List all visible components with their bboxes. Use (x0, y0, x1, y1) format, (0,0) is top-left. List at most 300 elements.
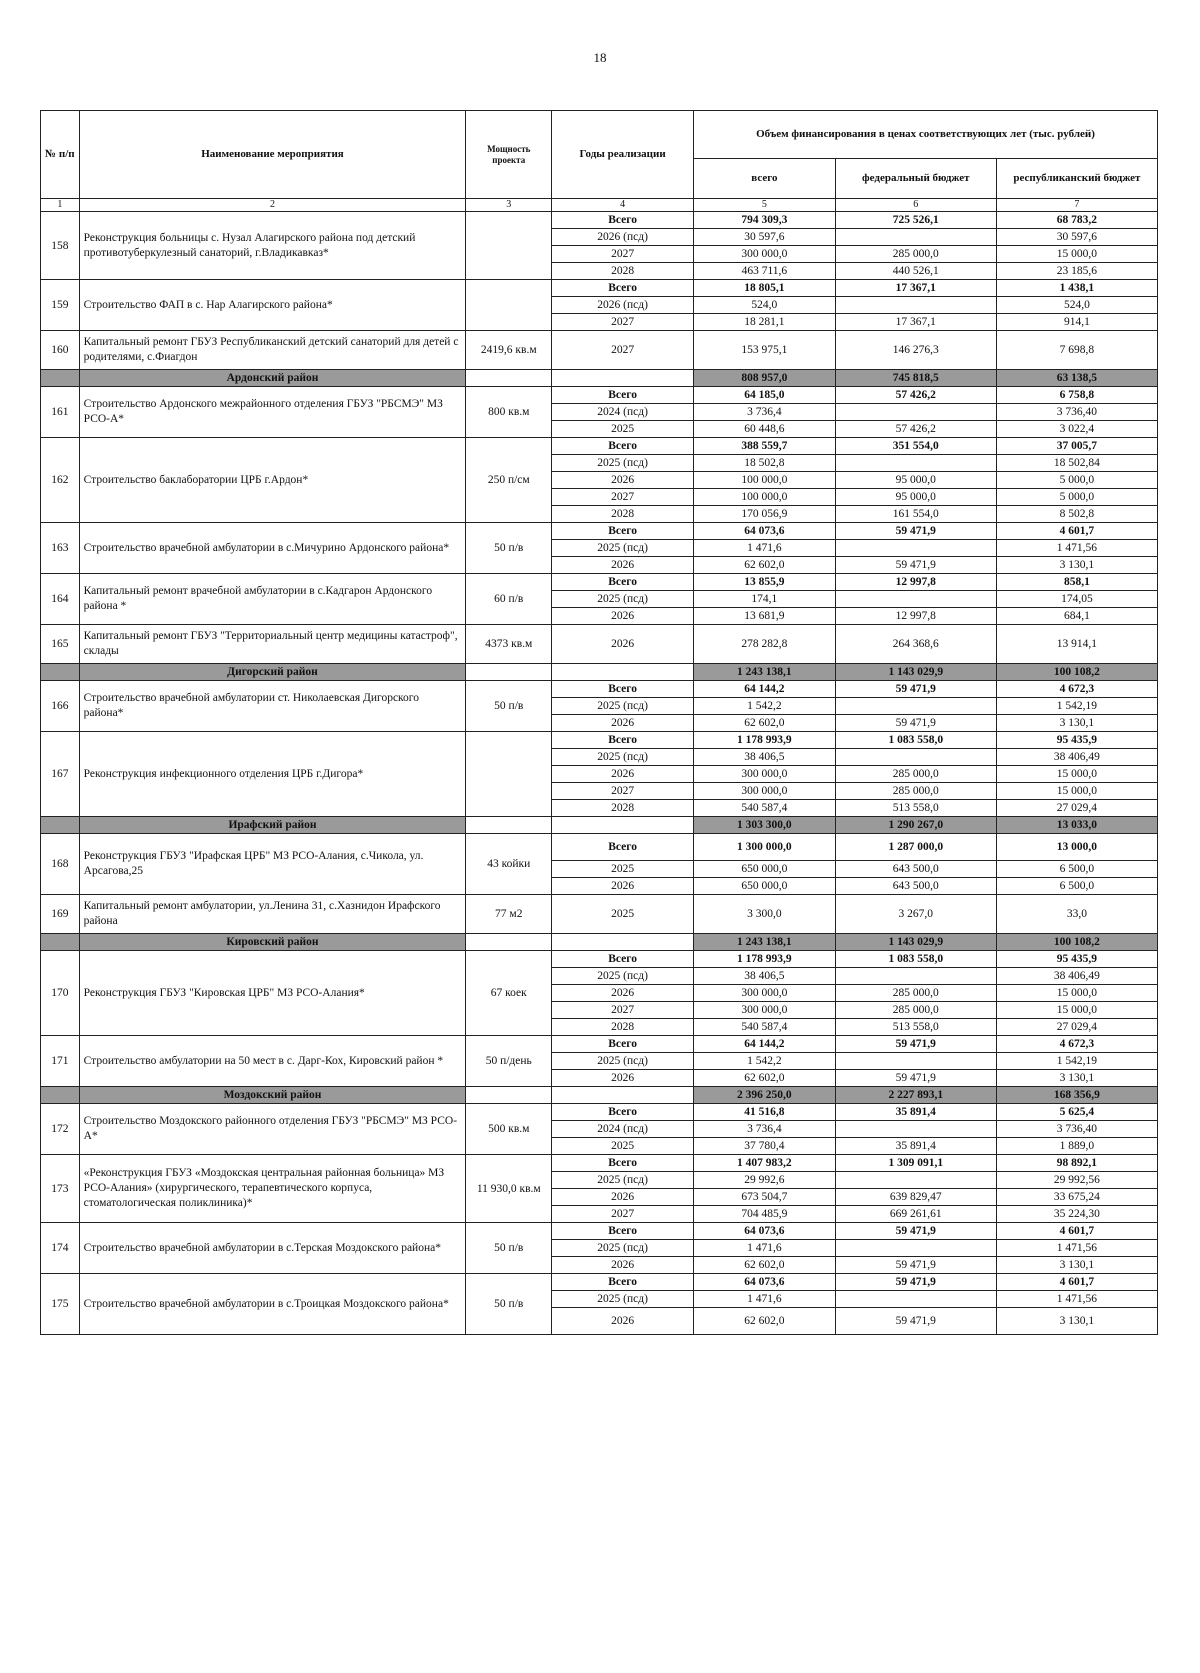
funding-republic: 95 435,9 (996, 732, 1157, 749)
funding-republic: 38 406,49 (996, 968, 1157, 985)
implementation-year: 2027 (552, 1206, 694, 1223)
district-total: 1 243 138,1 (693, 664, 835, 681)
district-name: Моздокский район (79, 1087, 466, 1104)
funding-republic: 98 892,1 (996, 1155, 1157, 1172)
funding-total: 1 471,6 (693, 1240, 835, 1257)
project-number: 167 (41, 732, 80, 817)
project-name: Реконструкция больницы с. Нузал Алагирского района под детский противотуберкулезный санаторий, г.Владикавказ* (79, 212, 466, 280)
funding-republic: 3 130,1 (996, 1308, 1157, 1335)
implementation-year: 2025 (псд) (552, 749, 694, 766)
table-row (41, 1274, 1158, 1291)
funding-total: 62 602,0 (693, 715, 835, 732)
funding-federal: 285 000,0 (835, 766, 996, 783)
header-capacity: Мощность проекта (466, 111, 552, 199)
implementation-year: Всего (552, 1223, 694, 1240)
implementation-year: Всего (552, 212, 694, 229)
district-row (41, 1087, 1158, 1104)
funding-republic: 1 542,19 (996, 1053, 1157, 1070)
project-name: Строительство амбулатории на 50 мест в с. Дарг-Кох, Кировский район * (79, 1036, 466, 1087)
implementation-year: 2027 (552, 489, 694, 506)
funding-federal: 513 558,0 (835, 1019, 996, 1036)
funding-total: 64 073,6 (693, 523, 835, 540)
funding-federal (835, 591, 996, 608)
project-capacity (466, 732, 552, 817)
funding-republic: 4 601,7 (996, 1274, 1157, 1291)
district-republic: 13 033,0 (996, 817, 1157, 834)
implementation-year: 2024 (псд) (552, 404, 694, 421)
funding-total: 62 602,0 (693, 1308, 835, 1335)
funding-total: 64 185,0 (693, 387, 835, 404)
funding-federal: 643 500,0 (835, 878, 996, 895)
district-federal: 1 143 029,9 (835, 934, 996, 951)
funding-total: 64 144,2 (693, 681, 835, 698)
table-row (41, 681, 1158, 698)
table-row (41, 212, 1158, 229)
funding-total: 3 736,4 (693, 1121, 835, 1138)
project-number: 164 (41, 574, 80, 625)
project-capacity: 50 п/в (466, 1274, 552, 1335)
funding-republic: 33,0 (996, 895, 1157, 934)
funding-federal (835, 1291, 996, 1308)
implementation-year: 2026 (552, 472, 694, 489)
funding-republic: 1 542,19 (996, 698, 1157, 715)
funding-republic: 18 502,84 (996, 455, 1157, 472)
district-name: Ирафский район (79, 817, 466, 834)
funding-federal: 639 829,47 (835, 1189, 996, 1206)
funding-republic: 6 758,8 (996, 387, 1157, 404)
header-name: Наименование мероприятия (79, 111, 466, 199)
table-row (41, 1104, 1158, 1121)
table-row (41, 438, 1158, 455)
district-federal: 1 290 267,0 (835, 817, 996, 834)
implementation-year: 2026 (552, 1070, 694, 1087)
implementation-year: 2025 (552, 1138, 694, 1155)
funding-total: 60 448,6 (693, 421, 835, 438)
funding-federal: 59 471,9 (835, 1308, 996, 1335)
project-number: 170 (41, 951, 80, 1036)
project-number: 160 (41, 331, 80, 370)
project-number: 159 (41, 280, 80, 331)
funding-republic: 95 435,9 (996, 951, 1157, 968)
project-number: 171 (41, 1036, 80, 1087)
implementation-year: 2024 (псд) (552, 1121, 694, 1138)
district-total: 1 243 138,1 (693, 934, 835, 951)
funding-republic: 3 130,1 (996, 557, 1157, 574)
funding-federal (835, 968, 996, 985)
implementation-year: 2028 (552, 506, 694, 523)
table-row (41, 1036, 1158, 1053)
header-num: № п/п (41, 111, 80, 199)
funding-republic: 68 783,2 (996, 212, 1157, 229)
district-num-cell (41, 934, 80, 951)
funding-republic: 4 672,3 (996, 1036, 1157, 1053)
project-capacity: 800 кв.м (466, 387, 552, 438)
project-name: Строительство ФАП в с. Нар Алагирского района* (79, 280, 466, 331)
project-number: 169 (41, 895, 80, 934)
project-number: 175 (41, 1274, 80, 1335)
funding-republic: 914,1 (996, 314, 1157, 331)
implementation-year: 2026 (552, 985, 694, 1002)
implementation-year: 2026 (552, 878, 694, 895)
header-republic: республиканский бюджет (996, 159, 1157, 199)
project-capacity: 67 коек (466, 951, 552, 1036)
funding-total: 1 178 993,9 (693, 951, 835, 968)
funding-total: 540 587,4 (693, 1019, 835, 1036)
funding-federal (835, 297, 996, 314)
project-number: 161 (41, 387, 80, 438)
implementation-year: 2025 (псд) (552, 968, 694, 985)
funding-total: 13 855,9 (693, 574, 835, 591)
funding-federal: 1 287 000,0 (835, 834, 996, 861)
implementation-year: 2027 (552, 783, 694, 800)
funding-federal (835, 229, 996, 246)
district-year-cell (552, 934, 694, 951)
project-capacity: 2419,6 кв.м (466, 331, 552, 370)
funding-republic: 27 029,4 (996, 1019, 1157, 1036)
funding-republic: 30 597,6 (996, 229, 1157, 246)
project-capacity: 50 п/в (466, 681, 552, 732)
project-capacity: 60 п/в (466, 574, 552, 625)
table-row (41, 625, 1158, 664)
district-row (41, 817, 1158, 834)
funding-total: 794 309,3 (693, 212, 835, 229)
project-capacity (466, 280, 552, 331)
project-capacity: 50 п/в (466, 1223, 552, 1274)
district-capacity-cell (466, 817, 552, 834)
funding-federal: 35 891,4 (835, 1104, 996, 1121)
project-name: Капитальный ремонт ГБУЗ "Территориальный центр медицины катастроф", склады (79, 625, 466, 664)
funding-republic: 15 000,0 (996, 246, 1157, 263)
implementation-year: Всего (552, 438, 694, 455)
funding-federal: 95 000,0 (835, 489, 996, 506)
funding-federal (835, 455, 996, 472)
funding-republic: 4 672,3 (996, 681, 1157, 698)
funding-total: 64 073,6 (693, 1274, 835, 1291)
funding-republic: 6 500,0 (996, 861, 1157, 878)
funding-total: 18 805,1 (693, 280, 835, 297)
funding-federal: 351 554,0 (835, 438, 996, 455)
implementation-year: Всего (552, 574, 694, 591)
funding-federal: 3 267,0 (835, 895, 996, 934)
funding-federal: 161 554,0 (835, 506, 996, 523)
district-federal: 745 818,5 (835, 370, 996, 387)
column-number: 6 (835, 199, 996, 212)
funding-federal: 440 526,1 (835, 263, 996, 280)
funding-federal: 285 000,0 (835, 985, 996, 1002)
page-number: 18 (593, 50, 607, 65)
table-row (41, 1155, 1158, 1172)
implementation-year: Всего (552, 387, 694, 404)
implementation-year: 2025 (552, 861, 694, 878)
table-row (41, 387, 1158, 404)
project-name: «Реконструкция ГБУЗ «Моздокская центральная районная больница» МЗ РСО-Алания» (хирургического, терапевтического корпуса, стоматологическая поликлиника)* (79, 1155, 466, 1223)
funding-federal (835, 749, 996, 766)
project-number: 165 (41, 625, 80, 664)
district-num-cell (41, 817, 80, 834)
funding-republic: 174,05 (996, 591, 1157, 608)
district-num-cell (41, 370, 80, 387)
funding-federal: 725 526,1 (835, 212, 996, 229)
funding-total: 1 178 993,9 (693, 732, 835, 749)
funding-total: 100 000,0 (693, 489, 835, 506)
funding-republic: 38 406,49 (996, 749, 1157, 766)
implementation-year: 2026 (552, 1189, 694, 1206)
implementation-year: 2027 (552, 1002, 694, 1019)
project-name: Строительство Ардонского межрайонного отделения ГБУЗ "РБСМЭ" МЗ РСО-А* (79, 387, 466, 438)
column-number: 3 (466, 199, 552, 212)
funding-federal: 669 261,61 (835, 1206, 996, 1223)
funding-total: 650 000,0 (693, 878, 835, 895)
funding-federal: 59 471,9 (835, 1036, 996, 1053)
project-capacity: 4373 кв.м (466, 625, 552, 664)
funding-federal (835, 1172, 996, 1189)
implementation-year: Всего (552, 951, 694, 968)
funding-federal (835, 404, 996, 421)
funding-federal: 59 471,9 (835, 523, 996, 540)
district-name: Кировский район (79, 934, 466, 951)
project-capacity: 250 п/см (466, 438, 552, 523)
funding-total: 62 602,0 (693, 557, 835, 574)
funding-republic: 1 889,0 (996, 1138, 1157, 1155)
header-total: всего (693, 159, 835, 199)
project-capacity: 43 койки (466, 834, 552, 895)
implementation-year: Всего (552, 732, 694, 749)
funding-total: 1 471,6 (693, 540, 835, 557)
funding-federal: 59 471,9 (835, 1070, 996, 1087)
financing-table (40, 110, 1158, 1335)
district-capacity-cell (466, 934, 552, 951)
district-total: 1 303 300,0 (693, 817, 835, 834)
project-number: 158 (41, 212, 80, 280)
implementation-year: 2028 (552, 1019, 694, 1036)
funding-federal (835, 1240, 996, 1257)
funding-total: 278 282,8 (693, 625, 835, 664)
project-capacity: 77 м2 (466, 895, 552, 934)
district-total: 2 396 250,0 (693, 1087, 835, 1104)
project-capacity (466, 212, 552, 280)
funding-total: 62 602,0 (693, 1070, 835, 1087)
funding-republic: 1 471,56 (996, 540, 1157, 557)
implementation-year: 2028 (552, 800, 694, 817)
project-number: 166 (41, 681, 80, 732)
funding-republic: 15 000,0 (996, 985, 1157, 1002)
funding-total: 1 542,2 (693, 698, 835, 715)
implementation-year: 2025 (552, 895, 694, 934)
funding-total: 704 485,9 (693, 1206, 835, 1223)
project-capacity: 50 п/в (466, 523, 552, 574)
funding-republic: 23 185,6 (996, 263, 1157, 280)
funding-federal: 513 558,0 (835, 800, 996, 817)
table-row (41, 895, 1158, 934)
project-name: Строительство врачебной амбулатории в с.Терская Моздокского района* (79, 1223, 466, 1274)
column-number: 4 (552, 199, 694, 212)
project-name: Строительство врачебной амбулатории ст. Николаевская Дигорского района* (79, 681, 466, 732)
funding-federal: 285 000,0 (835, 246, 996, 263)
funding-republic: 524,0 (996, 297, 1157, 314)
funding-federal: 17 367,1 (835, 280, 996, 297)
funding-federal: 17 367,1 (835, 314, 996, 331)
funding-republic: 3 736,40 (996, 404, 1157, 421)
funding-republic: 3 022,4 (996, 421, 1157, 438)
implementation-year: Всего (552, 523, 694, 540)
implementation-year: 2026 (552, 1308, 694, 1335)
table-row (41, 834, 1158, 861)
district-total: 808 957,0 (693, 370, 835, 387)
funding-total: 300 000,0 (693, 246, 835, 263)
funding-total: 64 073,6 (693, 1223, 835, 1240)
funding-federal (835, 1121, 996, 1138)
funding-total: 18 502,8 (693, 455, 835, 472)
implementation-year: 2025 (псд) (552, 1240, 694, 1257)
funding-total: 170 056,9 (693, 506, 835, 523)
funding-total: 18 281,1 (693, 314, 835, 331)
funding-total: 38 406,5 (693, 749, 835, 766)
funding-federal: 35 891,4 (835, 1138, 996, 1155)
project-name: Реконструкция инфекционного отделения ЦРБ г.Дигора* (79, 732, 466, 817)
column-number: 2 (79, 199, 466, 212)
funding-total: 64 144,2 (693, 1036, 835, 1053)
funding-total: 673 504,7 (693, 1189, 835, 1206)
project-name: Строительство Моздокского районного отделения ГБУЗ "РБСМЭ" МЗ РСО-А* (79, 1104, 466, 1155)
funding-republic: 1 438,1 (996, 280, 1157, 297)
implementation-year: 2028 (552, 263, 694, 280)
funding-federal: 57 426,2 (835, 421, 996, 438)
project-name: Строительство врачебной амбулатории в с.Мичурино Ардонского района* (79, 523, 466, 574)
header-years: Годы реализации (552, 111, 694, 199)
implementation-year: 2025 (псд) (552, 591, 694, 608)
funding-federal: 59 471,9 (835, 681, 996, 698)
funding-federal: 285 000,0 (835, 1002, 996, 1019)
funding-federal: 95 000,0 (835, 472, 996, 489)
funding-total: 300 000,0 (693, 783, 835, 800)
implementation-year: 2026 (552, 608, 694, 625)
funding-federal: 59 471,9 (835, 1223, 996, 1240)
table-row (41, 280, 1158, 297)
implementation-year: 2025 (псд) (552, 1291, 694, 1308)
project-name: Капитальный ремонт ГБУЗ Республиканский детский санаторий для детей с родителями, с.Фиагдон (79, 331, 466, 370)
implementation-year: 2025 (псд) (552, 1172, 694, 1189)
funding-republic: 4 601,7 (996, 523, 1157, 540)
project-name: Капитальный ремонт амбулатории, ул.Ленина 31, с.Хазнидон Ирафского района (79, 895, 466, 934)
implementation-year: 2026 (552, 625, 694, 664)
funding-total: 38 406,5 (693, 968, 835, 985)
implementation-year: 2027 (552, 331, 694, 370)
district-year-cell (552, 1087, 694, 1104)
funding-total: 388 559,7 (693, 438, 835, 455)
funding-republic: 35 224,30 (996, 1206, 1157, 1223)
implementation-year: Всего (552, 1274, 694, 1291)
funding-republic: 13 000,0 (996, 834, 1157, 861)
funding-federal (835, 698, 996, 715)
implementation-year: 2026 (552, 766, 694, 783)
funding-federal: 1 083 558,0 (835, 732, 996, 749)
implementation-year: Всего (552, 834, 694, 861)
project-name: Реконструкция ГБУЗ "Ирафская ЦРБ" МЗ РСО-Алания, с.Чикола, ул. Арсагова,25 (79, 834, 466, 895)
funding-republic: 6 500,0 (996, 878, 1157, 895)
funding-republic: 3 130,1 (996, 1257, 1157, 1274)
project-number: 168 (41, 834, 80, 895)
district-federal: 1 143 029,9 (835, 664, 996, 681)
implementation-year: 2026 (псд) (552, 229, 694, 246)
funding-federal (835, 1053, 996, 1070)
column-number: 5 (693, 199, 835, 212)
funding-total: 100 000,0 (693, 472, 835, 489)
project-capacity: 500 кв.м (466, 1104, 552, 1155)
implementation-year: Всего (552, 280, 694, 297)
funding-republic: 29 992,56 (996, 1172, 1157, 1189)
project-number: 174 (41, 1223, 80, 1274)
implementation-year: 2025 (псд) (552, 1053, 694, 1070)
implementation-year: 2025 (псд) (552, 540, 694, 557)
funding-republic: 1 471,56 (996, 1240, 1157, 1257)
implementation-year: 2025 (псд) (552, 455, 694, 472)
implementation-year: Всего (552, 1104, 694, 1121)
funding-republic: 5 000,0 (996, 472, 1157, 489)
table-row (41, 574, 1158, 591)
project-name: Строительство баклаборатории ЦРБ г.Ардон* (79, 438, 466, 523)
funding-total: 13 681,9 (693, 608, 835, 625)
funding-republic: 33 675,24 (996, 1189, 1157, 1206)
district-capacity-cell (466, 664, 552, 681)
funding-total: 1 542,2 (693, 1053, 835, 1070)
funding-republic: 15 000,0 (996, 783, 1157, 800)
funding-federal: 59 471,9 (835, 1257, 996, 1274)
funding-republic: 3 736,40 (996, 1121, 1157, 1138)
funding-total: 1 300 000,0 (693, 834, 835, 861)
funding-republic: 15 000,0 (996, 1002, 1157, 1019)
funding-republic: 5 000,0 (996, 489, 1157, 506)
table-header (41, 111, 1158, 212)
project-name: Реконструкция ГБУЗ "Кировская ЦРБ" МЗ РСО-Алания* (79, 951, 466, 1036)
funding-total: 3 300,0 (693, 895, 835, 934)
funding-total: 29 992,6 (693, 1172, 835, 1189)
district-republic: 100 108,2 (996, 664, 1157, 681)
implementation-year: 2027 (552, 314, 694, 331)
funding-republic: 1 471,56 (996, 1291, 1157, 1308)
district-republic: 63 138,5 (996, 370, 1157, 387)
column-number: 1 (41, 199, 80, 212)
implementation-year: 2026 (псд) (552, 297, 694, 314)
funding-total: 174,1 (693, 591, 835, 608)
funding-total: 1 471,6 (693, 1291, 835, 1308)
funding-republic: 15 000,0 (996, 766, 1157, 783)
funding-federal: 12 997,8 (835, 574, 996, 591)
funding-total: 30 597,6 (693, 229, 835, 246)
header-funding: Объем финансирования в ценах соответствующих лет (тыс. рублей) (693, 111, 1157, 159)
project-number: 172 (41, 1104, 80, 1155)
funding-total: 62 602,0 (693, 1257, 835, 1274)
district-year-cell (552, 817, 694, 834)
funding-federal: 643 500,0 (835, 861, 996, 878)
district-capacity-cell (466, 370, 552, 387)
funding-total: 524,0 (693, 297, 835, 314)
district-republic: 168 356,9 (996, 1087, 1157, 1104)
funding-total: 300 000,0 (693, 766, 835, 783)
funding-total: 153 975,1 (693, 331, 835, 370)
district-federal: 2 227 893,1 (835, 1087, 996, 1104)
funding-republic: 8 502,8 (996, 506, 1157, 523)
funding-total: 540 587,4 (693, 800, 835, 817)
district-num-cell (41, 664, 80, 681)
district-republic: 100 108,2 (996, 934, 1157, 951)
funding-republic: 13 914,1 (996, 625, 1157, 664)
funding-federal: 1 083 558,0 (835, 951, 996, 968)
funding-federal: 57 426,2 (835, 387, 996, 404)
funding-republic: 858,1 (996, 574, 1157, 591)
implementation-year: 2027 (552, 246, 694, 263)
funding-republic: 5 625,4 (996, 1104, 1157, 1121)
implementation-year: 2025 (псд) (552, 698, 694, 715)
